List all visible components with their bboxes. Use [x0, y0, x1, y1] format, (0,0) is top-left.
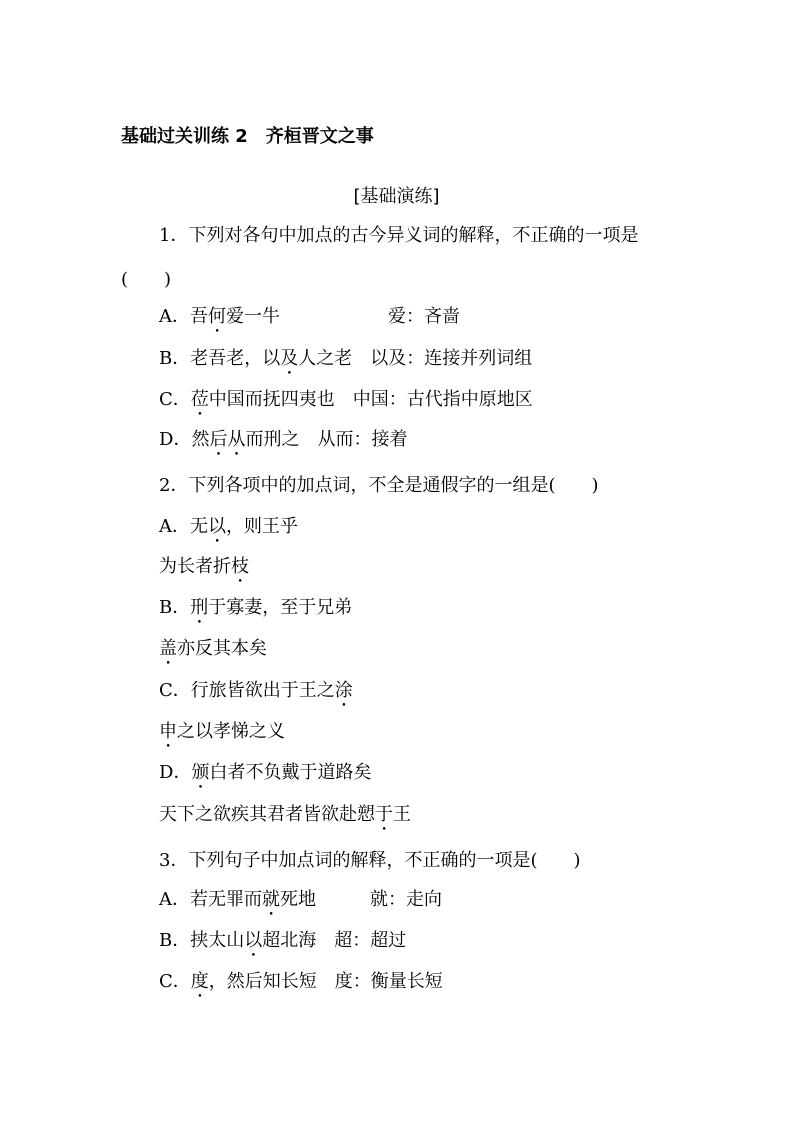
text-line: 天下之欲疾其君者皆欲赴愬于王: [159, 804, 411, 825]
text-line: C．行旅皆欲出于王之涂: [159, 680, 353, 701]
text-line: 为长者折枝: [159, 556, 249, 577]
text-line: B．老吾老，以及人之老 以及：连接并列词组: [159, 348, 533, 369]
text-line: 2．下列各项中的加点词，不全是通假字的一组是( ): [159, 475, 599, 496]
text-line: 申之以孝悌之义: [159, 721, 285, 742]
text-line: C．莅中国而抚四夷也 中国：古代指中原地区: [159, 389, 533, 410]
text-line: 1．下列对各句中加点的古今异义词的解释，不正确的一项是: [159, 225, 639, 246]
text-line: D．然后从而刑之 从而：接着: [159, 429, 408, 450]
text-line: ( ): [121, 269, 172, 290]
text-line: B．挟太山以超北海 超：超过: [159, 930, 407, 951]
text-line: A．无以，则王乎: [159, 516, 298, 537]
text-line: 3．下列句子中加点词的解释，不正确的一项是( ): [159, 850, 581, 871]
section-heading: [基础演练]: [353, 186, 440, 207]
text-line: B．刑于寡妻，至于兄弟: [159, 597, 353, 618]
text-line: C．度，然后知长短 度：衡量长短: [159, 971, 443, 992]
page-title: 基础过关训练 2 齐桓晋文之事: [121, 126, 374, 147]
text-line: A．吾何爱一牛 爱：吝啬: [159, 306, 460, 327]
text-line: 盖亦反其本矣: [159, 638, 267, 659]
text-line: D．颁白者不负戴于道路矣: [159, 762, 372, 783]
text-line: A．若无罪而就死地 就：走向: [159, 889, 442, 910]
